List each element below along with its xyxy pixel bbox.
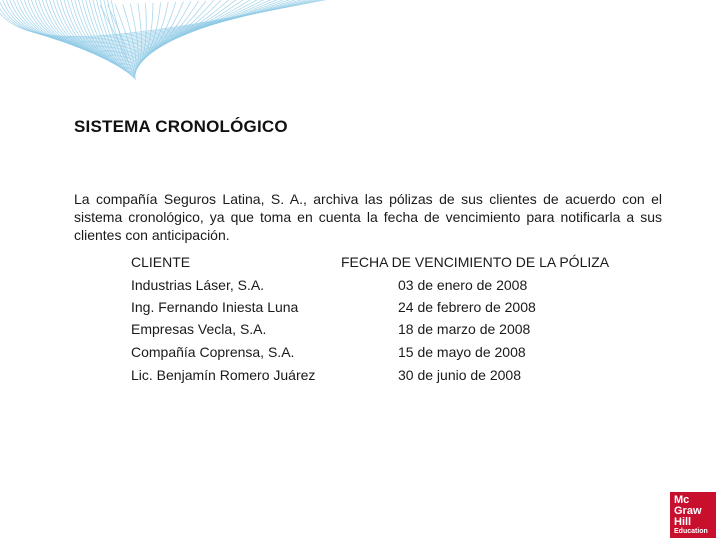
header-cliente: CLIENTE	[131, 254, 191, 270]
client-name: Lic. Benjamín Romero Juárez	[131, 367, 316, 383]
client-name: Industrias Láser, S.A.	[131, 277, 265, 293]
logo-text-education: Education	[674, 528, 708, 535]
intro-paragraph: La compañía Seguros Latina, S. A., archiva las pólizas de sus clientes de acuerdo con el sistema cronológico, ya que toma en cuenta la fecha de vencimiento para notificarla a sus clientes con anticipación.	[74, 191, 662, 243]
logo-text-hill: Hill	[674, 516, 692, 528]
wave-lines-group	[0, 0, 350, 79]
expiration-date: 24 de febrero de 2008	[398, 299, 536, 315]
page-title: SISTEMA CRONOLÓGICO	[74, 117, 288, 136]
expiration-date: 18 de marzo de 2008	[398, 321, 531, 337]
mcgraw-hill-education-logo	[670, 492, 716, 538]
logo-text-mc: Mc	[674, 494, 690, 506]
header-fecha-vencimiento: FECHA DE VENCIMIENTO DE LA PÓLIZA	[341, 254, 610, 270]
expiration-date: 15 de mayo de 2008	[398, 344, 526, 360]
expiration-date: 03 de enero de 2008	[398, 277, 528, 293]
decorative-wave-lines	[0, 0, 360, 110]
logo-text-graw: Graw	[674, 505, 702, 517]
client-name: Ing. Fernando Iniesta Luna	[131, 299, 299, 315]
client-name: Compañía Coprensa, S.A.	[131, 344, 295, 360]
client-name: Empresas Vecla, S.A.	[131, 321, 267, 337]
expiration-date: 30 de junio de 2008	[398, 367, 521, 383]
